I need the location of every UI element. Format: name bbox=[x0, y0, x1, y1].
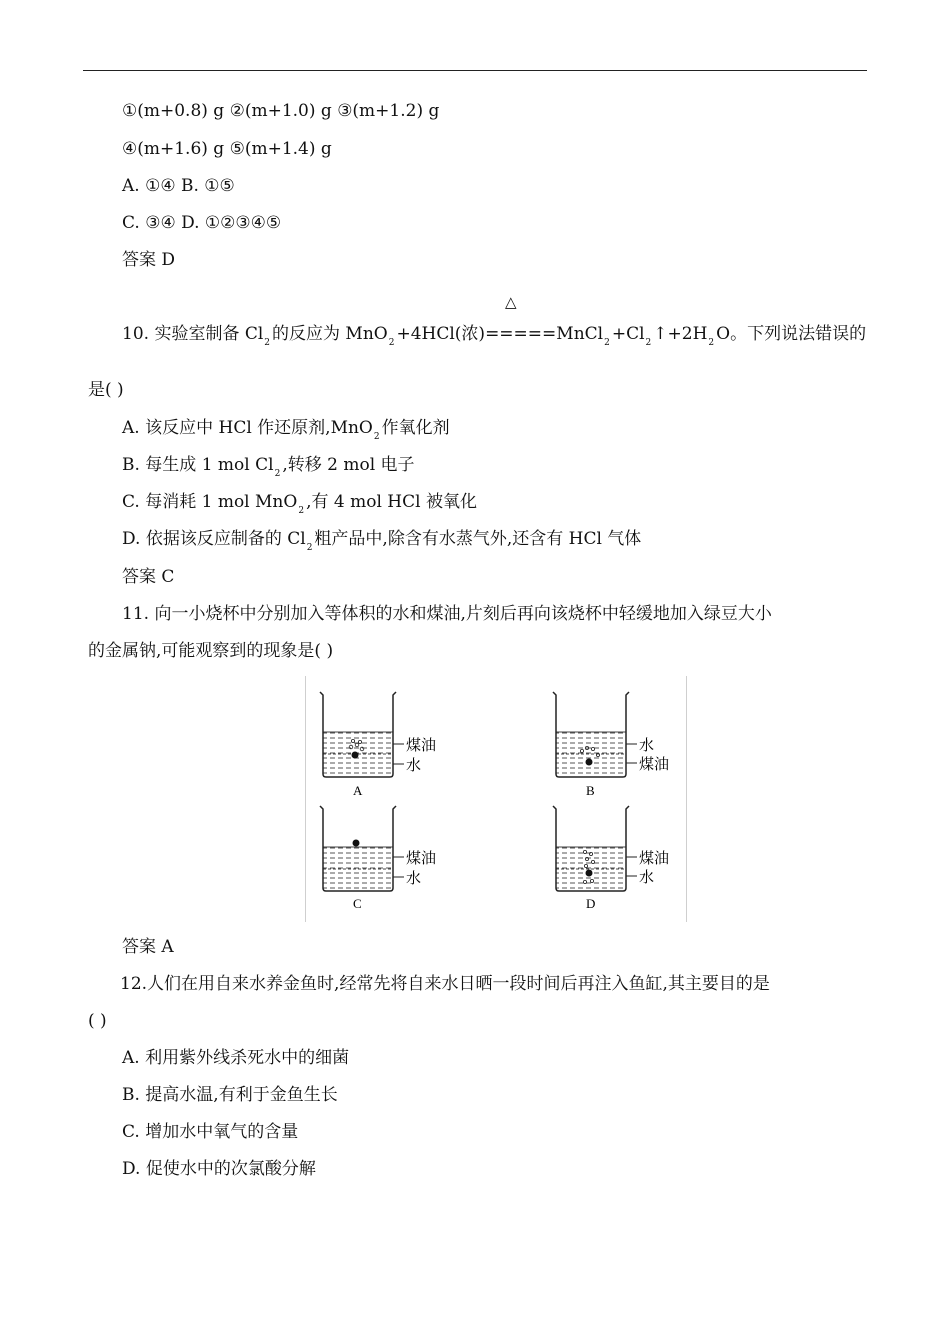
beaker-b-top-label: 水 bbox=[639, 738, 655, 754]
beaker-b-letter: B bbox=[586, 783, 595, 798]
subscript: 2 bbox=[388, 338, 395, 348]
q10-stem-a: 10. 实验室制备 Cl bbox=[122, 324, 264, 344]
beaker-c bbox=[320, 806, 436, 911]
q10-option-c bbox=[122, 492, 477, 516]
beaker-a bbox=[320, 692, 436, 798]
beaker-d-top-label: 煤油 bbox=[639, 851, 670, 867]
q10-stem-continued: 是( ) bbox=[88, 380, 124, 400]
q10-option-b bbox=[122, 455, 415, 479]
sodium-ball bbox=[586, 870, 593, 877]
beaker-b-bottom-label: 煤油 bbox=[639, 757, 670, 773]
q10-option-a-text-2: 作氧化剂 bbox=[381, 418, 450, 438]
subscript: 2 bbox=[298, 506, 305, 516]
q9-options-line1: ①(m+0.8) g ②(m+1.0) g ③(m+1.2) g bbox=[122, 101, 440, 121]
subscript: 2 bbox=[373, 432, 380, 442]
q11-answer: 答案 A bbox=[122, 937, 174, 957]
subscript: 2 bbox=[264, 338, 271, 348]
q11-stem-continued: 的金属钠,可能观察到的现象是( ) bbox=[88, 641, 334, 661]
q12-option-d: D. 促使水中的次氯酸分解 bbox=[122, 1159, 316, 1179]
subscript: 2 bbox=[604, 338, 610, 348]
q10-answer: 答案 C bbox=[122, 567, 175, 587]
q10-option-d-text: D. 依据该反应制备的 Cl bbox=[122, 529, 306, 549]
subscript: 2 bbox=[306, 543, 313, 553]
q10-stem-b: 的反应为 MnO bbox=[272, 324, 388, 344]
beaker-a-top-label: 煤油 bbox=[406, 738, 437, 754]
sodium-ball bbox=[353, 840, 360, 847]
q10-stem bbox=[122, 324, 867, 348]
q10-option-d-text-2: 粗产品中,除含有水蒸气外,还含有 HCl 气体 bbox=[314, 529, 642, 549]
beaker-diagram bbox=[306, 676, 686, 922]
subscript: 2 bbox=[645, 338, 652, 348]
q9-options-line2: ④(m+1.6) g ⑤(m+1.4) g bbox=[122, 139, 332, 159]
q10-stem-f: O。下列说法错误的 bbox=[716, 324, 867, 344]
q10-option-c-text-2: ,有 4 mol HCl 被氧化 bbox=[306, 492, 477, 512]
q10-stem-e: ↑+2H bbox=[653, 324, 708, 344]
beaker-figure bbox=[305, 676, 687, 922]
q9-choice-ab: A. ①④ B. ①⑤ bbox=[122, 176, 235, 196]
q10-stem-d: +Cl bbox=[611, 324, 645, 344]
q10-option-a-text: A. 该反应中 HCl 作还原剂,MnO bbox=[122, 418, 373, 438]
beaker-c-letter: C bbox=[353, 896, 362, 911]
q10-option-b-text-2: ,转移 2 mol 电子 bbox=[282, 455, 415, 475]
q10-option-d bbox=[122, 529, 642, 553]
beaker-c-top-label: 煤油 bbox=[406, 851, 437, 867]
subscript: 2 bbox=[274, 469, 281, 479]
beaker-d bbox=[553, 806, 669, 911]
q10-option-a bbox=[122, 418, 450, 442]
sodium-ball bbox=[352, 752, 359, 759]
q10-option-b-text: B. 每生成 1 mol Cl bbox=[122, 455, 274, 475]
header-rule bbox=[83, 70, 867, 71]
q9-choice-cd: C. ③④ D. ①②③④⑤ bbox=[122, 213, 282, 233]
beaker-a-bottom-label: 水 bbox=[406, 758, 422, 774]
q9-answer: 答案 D bbox=[122, 250, 176, 270]
q10-option-c-text: C. 每消耗 1 mol MnO bbox=[122, 492, 298, 512]
q12-option-b: B. 提高水温,有利于金鱼生长 bbox=[122, 1085, 338, 1105]
beaker-a-letter: A bbox=[353, 783, 363, 798]
q12-option-c: C. 增加水中氧气的含量 bbox=[122, 1122, 299, 1142]
q12-stem-continued: ( ) bbox=[88, 1011, 107, 1031]
sodium-ball bbox=[586, 759, 593, 766]
q11-stem: 11. 向一小烧杯中分别加入等体积的水和煤油,片刻后再向该烧杯中轻缓地加入绿豆大小 bbox=[122, 604, 772, 624]
beaker-b bbox=[553, 692, 669, 798]
q12-option-a: A. 利用紫外线杀死水中的细菌 bbox=[122, 1048, 350, 1068]
beaker-d-bottom-label: 水 bbox=[639, 870, 655, 886]
q12-stem: 12.人们在用自来水养金鱼时,经常先将自来水日晒一段时间后再注入鱼缸,其主要目的是 bbox=[120, 974, 770, 994]
heat-symbol: △ bbox=[505, 293, 517, 311]
subscript: 2 bbox=[708, 338, 715, 348]
beaker-d-letter: D bbox=[586, 896, 596, 911]
beaker-c-bottom-label: 水 bbox=[406, 871, 422, 887]
q10-stem-c: +4HCl(浓)=====MnCl bbox=[396, 324, 604, 344]
